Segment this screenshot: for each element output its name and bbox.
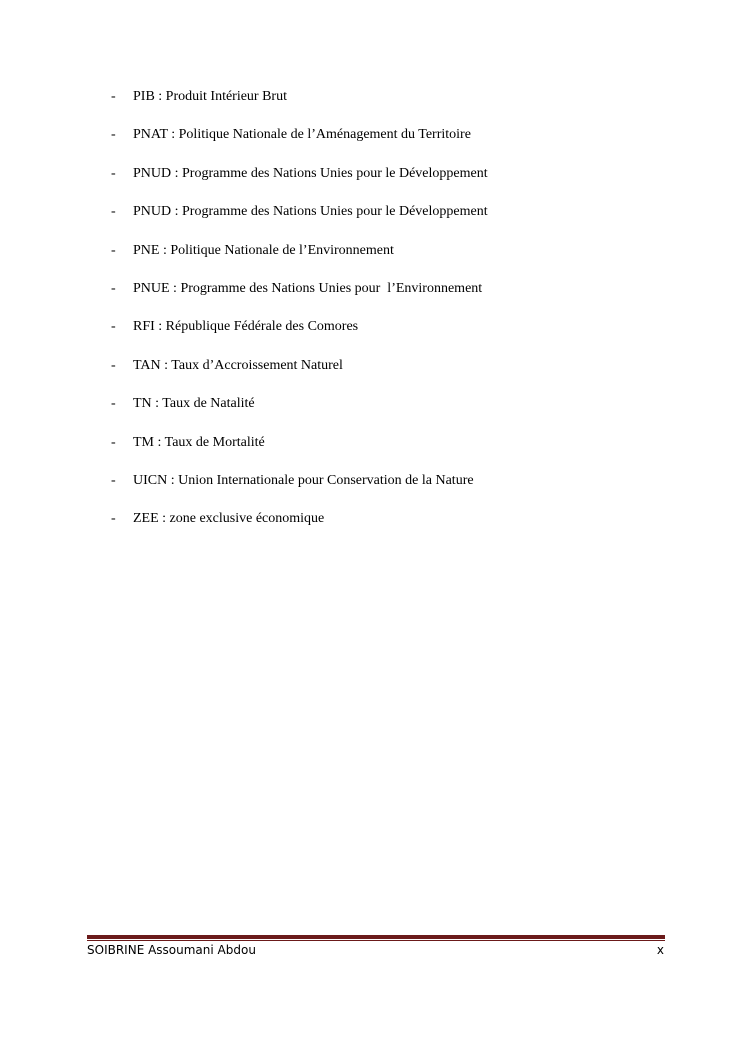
footer-author: SOIBRINE Assoumani Abdou <box>87 943 256 957</box>
abbreviation-list <box>111 88 488 549</box>
list-item <box>111 242 488 280</box>
list-bullet: - <box>111 89 116 104</box>
abbreviation-entry: PNUD : Programme des Nations Unies pour le Développement <box>133 165 488 181</box>
abbreviation-entry: PNE : Politique Nationale de l’Environnement <box>133 242 394 258</box>
list-bullet: - <box>111 165 116 181</box>
list-bullet: - <box>111 280 116 296</box>
list-bullet: - <box>111 511 116 527</box>
list-bullet: - <box>111 242 116 258</box>
list-bullet: - <box>111 319 116 335</box>
list-bullet: - <box>111 434 116 450</box>
abbreviation-entry: PNUD : Programme des Nations Unies pour le Développement <box>133 204 488 220</box>
list-item <box>111 357 488 395</box>
abbreviation-entry: PIB : Produit Intérieur Brut <box>133 89 287 104</box>
abbreviation-entry: RFI : République Fédérale des Comores <box>133 319 359 335</box>
list-item <box>111 126 488 164</box>
list-item <box>111 165 488 203</box>
footer-divider-thin <box>87 940 665 941</box>
list-item <box>111 280 488 318</box>
list-item <box>111 203 488 241</box>
abbreviation-entry: PNAT : Politique Nationale de l’Aménagement du Territoire <box>133 127 471 143</box>
list-item <box>111 510 488 548</box>
page-number: x <box>656 943 664 957</box>
list-item <box>111 395 488 433</box>
list-item <box>111 472 488 510</box>
abbreviation-entry: PNUE : Programme des Nations Unies pour l’Environnement <box>133 280 483 296</box>
list-item <box>111 434 488 472</box>
list-item <box>111 88 488 126</box>
list-bullet: - <box>111 127 116 143</box>
abbreviation-entry: UICN : Union Internationale pour Conservation de la Nature <box>133 472 474 488</box>
abbreviation-entry: ZEE : zone exclusive économique <box>133 511 325 527</box>
abbreviation-entry: TAN : Taux d’Accroissement Naturel <box>133 357 343 373</box>
abbreviation-entry: TM : Taux de Mortalité <box>133 434 265 450</box>
list-item <box>111 318 488 356</box>
footer-divider <box>87 935 665 939</box>
list-bullet: - <box>111 204 116 220</box>
list-bullet: - <box>111 357 116 373</box>
list-bullet: - <box>111 396 116 412</box>
list-bullet: - <box>111 472 116 488</box>
abbreviation-entry: TN : Taux de Natalité <box>133 396 255 412</box>
